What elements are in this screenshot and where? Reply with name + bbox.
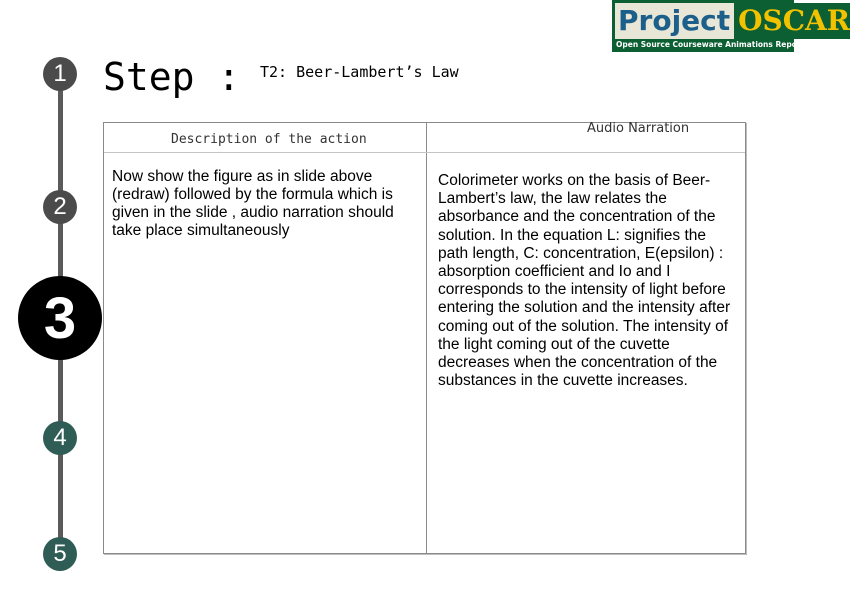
header-audio-narration: Audio Narration [587, 121, 690, 136]
slide-subtitle: T2: Beer-Lambert’s Law [260, 63, 459, 81]
narration-text: Colorimeter works on the basis of Beer-Lambert’s law, the law relates the absorbance and the concentration of the solution. In the equation L: signifies the path length, C: concentration, E(epsilon) : absorption coefficient and Io and I corresponds to the intensity of light before entering the solution and the intensity after coming out of the solution. The intensity of the light coming out of the cuvette decreases when the concentration of the substances in the cuvette increases. [438, 172, 731, 390]
step-badge-3-active: 3 [18, 276, 102, 360]
step-badge-2: 2 [43, 190, 77, 224]
step-title: Step : [103, 55, 241, 99]
logo-tagline: Open Source Courseware Animations Repository [616, 40, 822, 49]
step-badge-4: 4 [43, 421, 77, 455]
description-text: Now show the figure as in slide above (redraw) followed by the formula which is given in the slide , audio narration should take place simultaneously [112, 168, 394, 239]
step-badge-1: 1 [43, 57, 77, 91]
logo-word-oscar: OSCAR [734, 3, 850, 39]
logo-word-project: Project [615, 3, 734, 39]
project-oscar-logo [612, 0, 850, 52]
storyboard-table [103, 122, 746, 554]
column-divider [426, 123, 427, 553]
header-divider [104, 152, 745, 153]
step-badge-5: 5 [43, 537, 77, 571]
header-description: Description of the action [171, 132, 367, 147]
